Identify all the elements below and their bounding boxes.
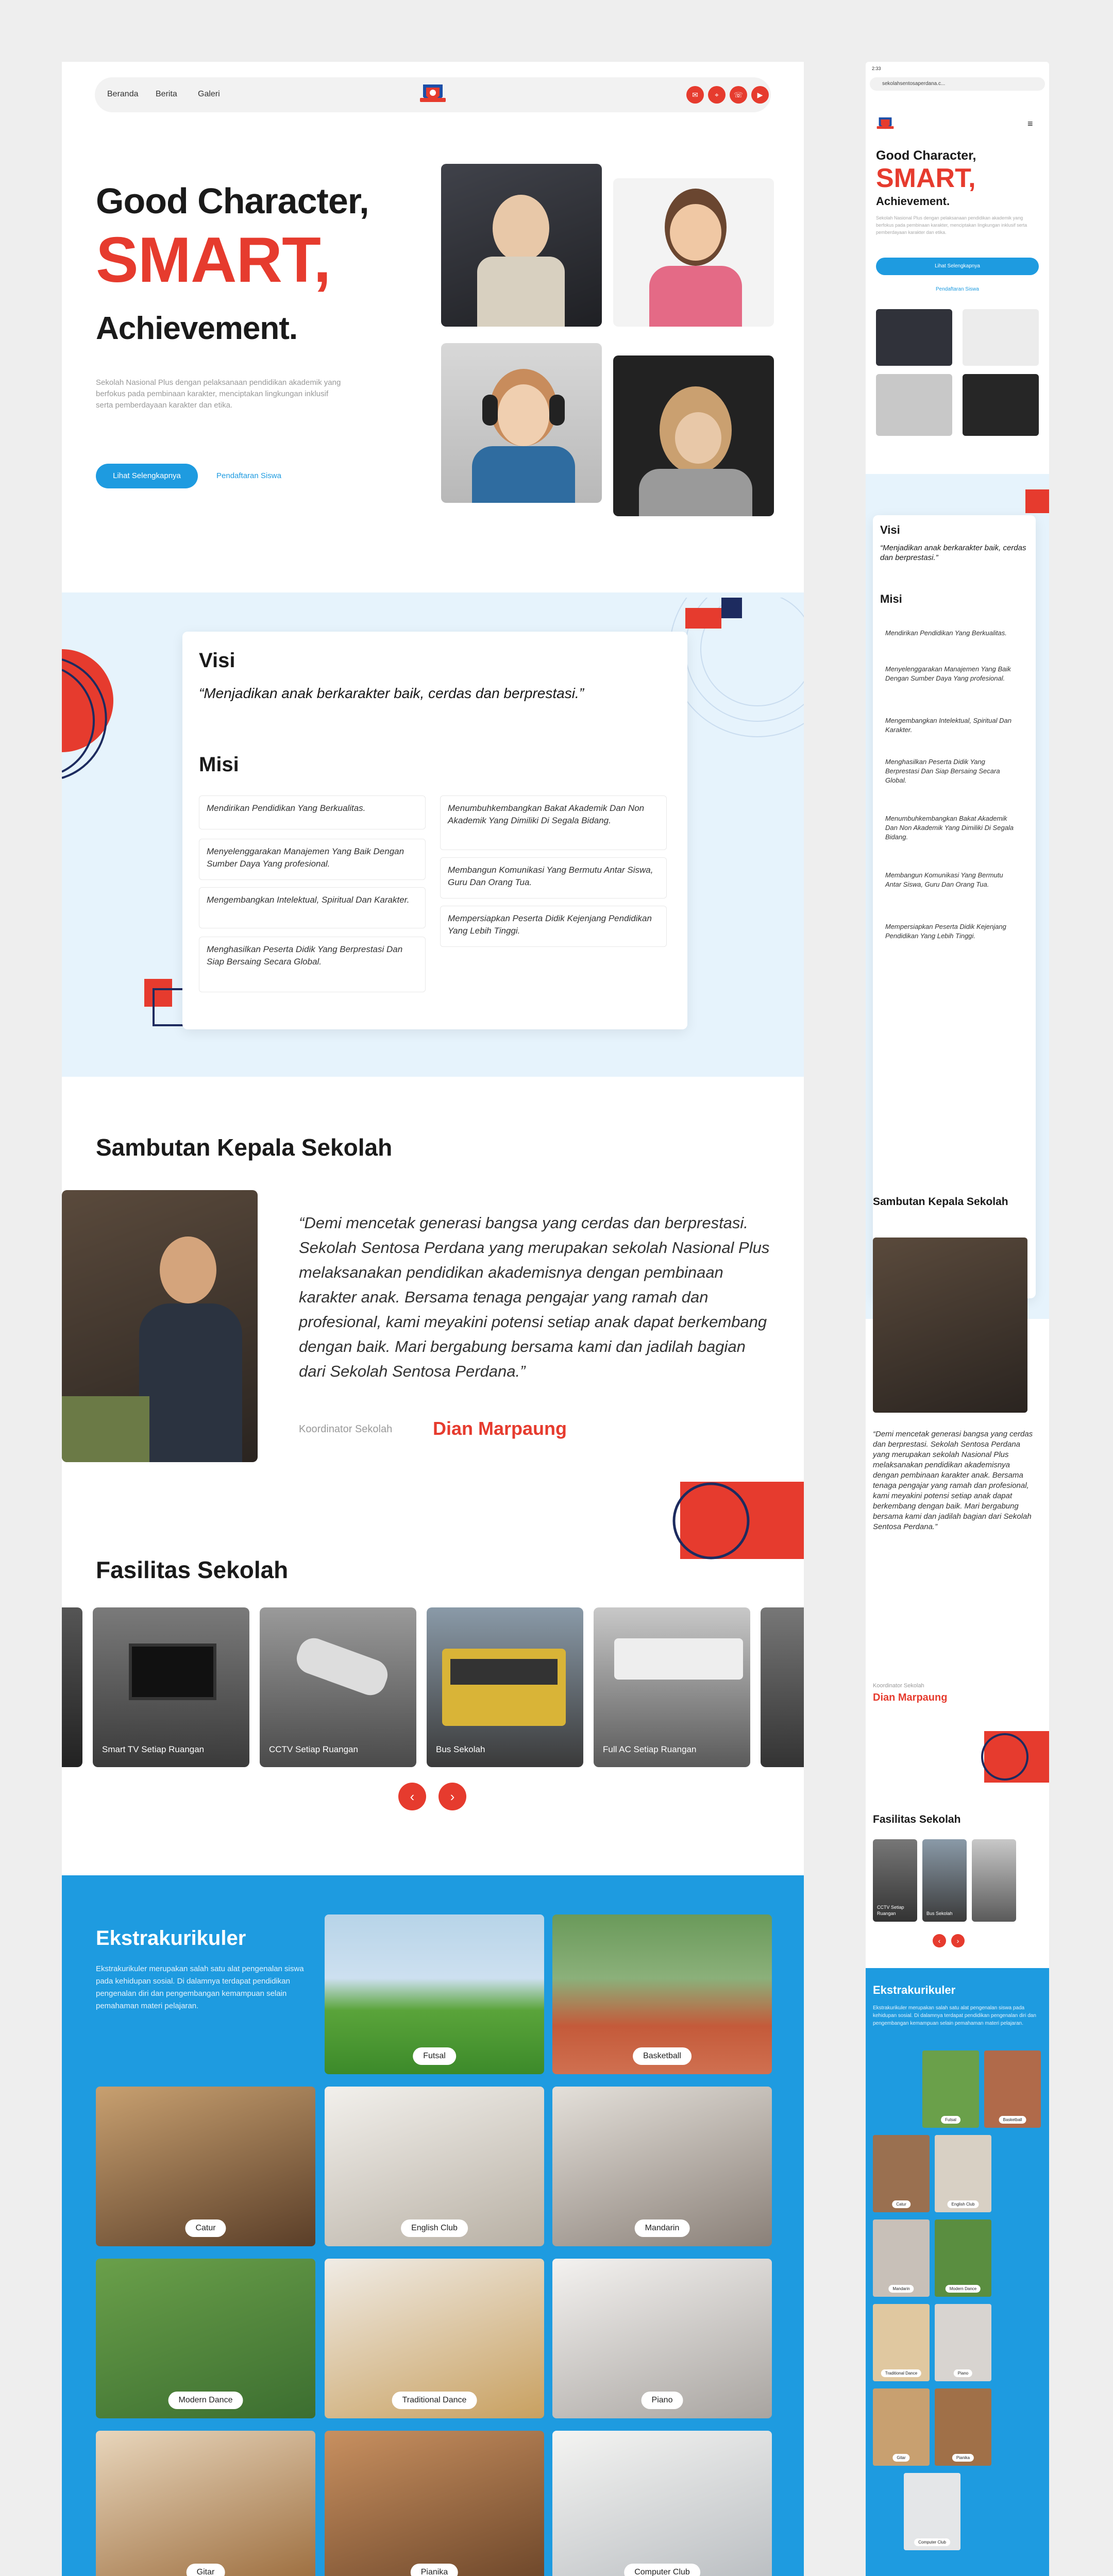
m-ekstra-label: Piano [954,2369,972,2377]
misi-item: Mengembangkan Intelektual, Spiritual Dan Karakter. [199,887,426,928]
m-ekstra-card[interactable] [922,2050,979,2128]
ekstra-card-computer[interactable] [552,2431,772,2576]
misi-item: Menghasilkan Peserta Didik Yang Berprestasi Dan Siap Bersaing Secara Global. [199,937,426,992]
m-hero-photo [963,374,1039,436]
hero-line-3: Achievement. [96,311,298,346]
m-ekstra-card[interactable] [935,2135,991,2212]
mobile-logo[interactable] [876,115,895,133]
m-misi-item: Menyelenggarakan Manajemen Yang Baik Dengan Sumber Daya Yang profesional. [885,665,1011,682]
m-ekstra-label: Computer Club [914,2538,950,2546]
fasilitas-carousel [62,1607,804,1767]
misi-item: Menumbuhkembangkan Bakat Akademik Dan Non Akademik Yang Dimiliki Di Segala Bidang. [440,795,667,850]
misi-title: Misi [199,753,239,776]
m-carousel-prev-button[interactable]: ‹ [933,1934,946,1947]
visi-misi-card [182,632,687,1029]
youtube-icon[interactable]: ▶ [751,86,769,104]
m-ekstra-label: Traditional Dance [881,2369,921,2377]
principal-name: Dian Marpaung [433,1418,567,1439]
sambutan-title: Sambutan Kepala Sekolah [96,1134,393,1161]
m-misi-item: Mempersiapkan Peserta Didik Kejenjang Pendidikan Yang Lebih Tinggi. [885,923,1006,940]
ekstra-card-catur[interactable] [96,2087,315,2246]
m-carousel-next-button[interactable]: › [951,1934,965,1947]
facility-card[interactable] [427,1607,583,1767]
hero-photo-girl-sad [613,355,774,516]
ekstra-card-basketball[interactable] [552,1914,772,2074]
ekstra-card-gitar[interactable] [96,2431,315,2576]
facility-card[interactable] [260,1607,416,1767]
m-hero-photo [963,309,1039,366]
m-hero-description: Sekolah Nasional Plus dengan pelaksanaan pendidikan akademik yang berfokus pada pembinaan karakter, menciptakan lingkungan inklusif serta pemberdayaan karakter dan etika. [876,215,1027,235]
school-logo[interactable] [419,81,447,108]
navbar [95,77,771,112]
m-principal-name: Dian Marpaung [873,1692,948,1703]
m-ekstra-card[interactable] [873,2219,930,2297]
m-visi-text: “Menjadikan anak berkarakter baik, cerdas dan berprestasi.” [880,544,1026,562]
sambutan-quote: “Demi mencetak generasi bangsa yang cerdas dan berprestasi. Sekolah Sentosa Perdana yang merupakan sekolah Nasional Plus melaksanakan pendidikan akademisnya dengan pembinaan karakter anak. Bersama tenaga pengajar yang ramah dan profesional, kami meyakini potensi setiap anak dapat berkembang dengan baik. Mari bergabung bersama kami dan jadilah bagian dari Sekolah Sentosa Perdana.” [299,1214,770,1380]
email-icon[interactable]: ✉ [686,86,704,104]
nav-link-berita[interactable]: Berita [156,90,177,98]
m-principal-role: Koordinator Sekolah [873,1683,924,1689]
m-hero-line-3: Achievement. [876,195,950,208]
m-ekstra-card[interactable] [873,2304,930,2381]
ekstra-label: Computer Club [624,2564,700,2576]
m-see-more-button[interactable]: Lihat Selengkapnya [876,258,1039,275]
m-ekstra-label: Futsal [941,2116,960,2124]
m-facility-label: Bus Sekolah [926,1911,953,1916]
m-sambutan-title: Sambutan Kepala Sekolah [873,1196,1008,1208]
m-facility-card[interactable] [922,1839,967,1922]
ekstra-label: Mandarin [635,2219,690,2237]
browser-url-text: sekolahsentosaperdana.c... [882,81,946,87]
m-ekstra-label: Modern Dance [946,2285,981,2293]
m-ekstra-card[interactable] [873,2135,930,2212]
hero-photo-boy-headphones [441,343,602,503]
m-ekstra-card[interactable] [935,2388,991,2466]
m-ekstra-title: Ekstrakurikuler [873,1984,956,1996]
m-register-link[interactable]: Pendaftaran Siswa [936,286,979,292]
ekstra-title: Ekstrakurikuler [96,1927,246,1950]
nav-link-beranda[interactable]: Beranda [107,90,139,98]
m-decor-red-block [969,1731,1049,1788]
m-ekstra-label: Gitar [892,2454,909,2462]
m-ekstra-card[interactable] [935,2304,991,2381]
m-fasilitas-title: Fasilitas Sekolah [873,1814,961,1825]
m-ekstra-card[interactable] [873,2388,930,2466]
m-facility-label: CCTV Setiap Ruangan [877,1905,904,1916]
hero-photo-girl-pink [613,178,774,327]
m-visi-title: Visi [880,523,900,536]
m-hero-line-1: Good Character, [876,148,976,163]
ekstra-label: Basketball [633,2047,692,2065]
facility-label: CCTV Setiap Ruangan [269,1744,358,1754]
ekstra-card-futsal[interactable] [325,1914,544,2074]
misi-item: Membangun Komunikasi Yang Bermutu Antar Siswa, Guru Dan Orang Tua. [440,857,667,899]
m-facility-card[interactable] [873,1839,917,1922]
visi-text: “Menjadikan anak berkarakter baik, cerdas dan berprestasi.” [199,685,584,701]
mobile-page [866,62,1049,2576]
m-facility-card[interactable] [972,1839,1016,1922]
m-ekstra-label: English Club [948,2200,979,2208]
ekstra-card-piano[interactable] [552,2259,772,2418]
misi-item: Mempersiapkan Peserta Didik Kejenjang Pendidikan Yang Lebih Tinggi. [440,906,667,947]
location-icon[interactable]: ⌖ [708,86,726,104]
m-decor [1025,489,1049,513]
facility-card[interactable] [594,1607,750,1767]
facility-label: Bus Sekolah [436,1744,485,1754]
hamburger-menu-icon[interactable]: ≡ [1027,118,1033,129]
facility-card-partial[interactable] [761,1607,804,1767]
ekstra-card-traditional-dance[interactable] [325,2259,544,2418]
fasilitas-title: Fasilitas Sekolah [96,1556,289,1583]
status-time: 2:33 [872,66,881,71]
m-ekstra-description: Ekstrakurikuler merupakan salah satu alat pengenalan siswa pada kehidupan sosial. Di dalamnya terdapat pendidikan pengenalan diri dan pengembangan kemampuan selain pemahaman materi pelajaran. [873,2005,1036,2026]
ekstra-card-modern-dance[interactable] [96,2259,315,2418]
m-ekstra-card[interactable] [984,2050,1041,2128]
m-ekstra-label: Pianika [952,2454,974,2462]
m-hero-photo [876,374,952,436]
register-link[interactable]: Pendaftaran Siswa [216,471,281,480]
carousel-next-button[interactable]: › [439,1783,466,1810]
decor-red-semicircle [62,639,124,783]
ekstra-label: English Club [401,2219,468,2237]
m-misi-item: Mengembangkan Intelektual, Spiritual Dan Karakter. [885,717,1011,734]
ekstra-label: Piano [642,2392,683,2409]
facility-label: Full AC Setiap Ruangan [603,1744,697,1754]
misi-item: Mendirikan Pendidikan Yang Berkualitas. [199,795,426,829]
ekstra-label: Traditional Dance [392,2392,477,2409]
m-visi-misi-card [873,515,1036,1298]
m-sambutan-quote: “Demi mencetak generasi bangsa yang cerdas dan berprestasi. Sekolah Sentosa Perdana yang merupakan sekolah Nasional Plus melaksanakan pendidikan akademisnya dengan pembinaan karakter anak. Bersama tenaga pengajar yang ramah dan profesional, kami meyakini potensi setiap anak dapat berkembang dengan baik. Mari bergabung bersama kami dan jadilah bagian dari Sekolah Sentosa Perdana.” [873,1430,1033,1531]
nav-link-galeri[interactable]: Galeri [198,90,220,98]
decor-red-block [654,1482,804,1564]
ekstra-label: Catur [185,2219,226,2237]
m-ekstra-label: Mandarin [888,2285,914,2293]
facility-label: Smart TV Setiap Ruangan [102,1744,205,1754]
principal-photo [62,1190,258,1462]
phone-icon[interactable]: ☏ [730,86,747,104]
ekstra-label: Modern Dance [168,2392,243,2409]
m-misi-item: Mendirikan Pendidikan Yang Berkualitas. [885,629,1007,637]
ekstra-label: Futsal [413,2047,456,2065]
m-misi-item: Menumbuhkembangkan Bakat Akademik Dan Non Akademik Yang Dimiliki Di Segala Bidang. [885,815,1014,841]
m-ekstra-card[interactable] [935,2219,991,2297]
browser-url-bar[interactable] [870,77,1045,91]
m-misi-title: Misi [880,592,902,605]
ekstra-label: Gitar [187,2564,225,2576]
m-ekstra-label: Basketball [999,2116,1026,2124]
m-principal-photo [873,1238,1027,1413]
ekstra-description: Ekstrakurikuler merupakan salah satu alat pengenalan siswa pada kehidupan sosial. Di dalamnya terdapat pendidikan pengenalan diri dan pengembangan kemampuan selain pemahaman materi pelajaran. [96,1964,304,2010]
carousel-prev-button[interactable]: ‹ [398,1783,426,1810]
desktop-page [62,62,804,2576]
principal-role: Koordinator Sekolah [299,1423,393,1435]
m-ekstra-card[interactable] [904,2473,960,2550]
hero-line-2: SMART, [96,225,331,296]
see-more-button[interactable]: Lihat Selengkapnya [96,464,198,488]
m-ekstra-label: Catur [892,2200,910,2208]
m-hero-line-2: SMART, [876,163,976,193]
ekstra-card-pianika[interactable] [325,2431,544,2576]
misi-item: Menyelenggarakan Manajemen Yang Baik Dengan Sumber Daya Yang profesional. [199,839,426,880]
facility-card[interactable] [93,1607,249,1767]
ekstra-card-english[interactable] [325,2087,544,2246]
ekstra-label: Pianika [411,2564,458,2576]
hero-description: Sekolah Nasional Plus dengan pelaksanaan pendidikan akademik yang berfokus pada pembinaan karakter, menciptakan lingkungan inklusif serta pemberdayaan karakter dan etika. [96,378,341,410]
hero-photo-boy-suit [441,164,602,327]
visi-title: Visi [199,649,235,672]
m-misi-item: Membangun Komunikasi Yang Bermutu Antar Siswa, Guru Dan Orang Tua. [885,871,1003,888]
hero-line-1: Good Character, [96,181,369,221]
facility-card-partial[interactable] [62,1607,82,1767]
m-hero-photo [876,309,952,366]
ekstra-card-mandarin[interactable] [552,2087,772,2246]
m-misi-item: Menghasilkan Peserta Didik Yang Berprestasi Dan Siap Bersaing Secara Global. [885,758,1000,784]
